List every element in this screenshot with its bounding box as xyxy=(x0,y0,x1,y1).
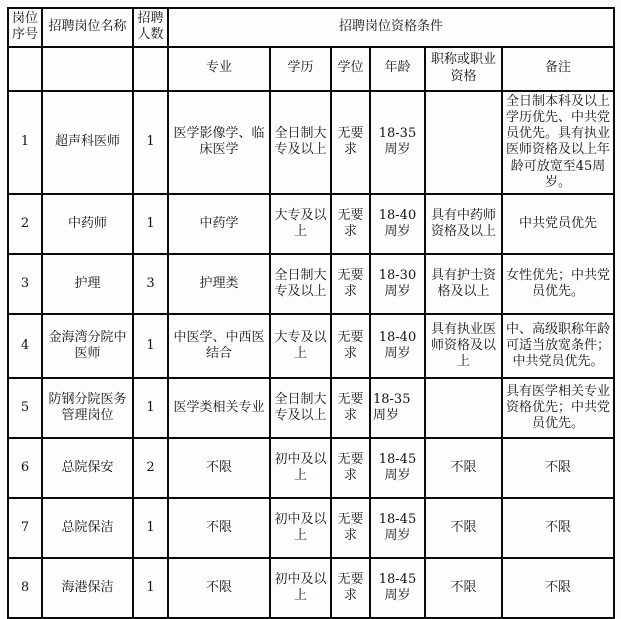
header-qualification: 职称或职业资格 xyxy=(425,47,502,91)
cell-degree: 无要求 xyxy=(331,254,370,314)
cell-age: 18-30周岁 xyxy=(370,254,425,314)
header-spacer-seq xyxy=(8,47,42,91)
cell-qualification: 具有护士资格及以上 xyxy=(425,254,502,314)
header-remarks: 备注 xyxy=(502,47,614,91)
cell-count: 1 xyxy=(133,91,168,195)
header-row-sub xyxy=(8,47,614,91)
cell-count: 2 xyxy=(133,438,168,498)
cell-position-name: 金海湾分院中医师 xyxy=(42,314,133,378)
cell-degree: 无要求 xyxy=(331,91,370,195)
table-body xyxy=(8,91,614,619)
cell-seq: 1 xyxy=(8,91,42,195)
cell-degree: 无要求 xyxy=(331,314,370,378)
cell-seq: 7 xyxy=(8,498,42,558)
cell-age: 18-45周岁 xyxy=(370,498,425,558)
cell-position-name: 超声科医师 xyxy=(42,91,133,195)
table-row xyxy=(8,438,614,498)
cell-count: 1 xyxy=(133,498,168,558)
header-spacer-count xyxy=(133,47,168,91)
cell-major: 护理类 xyxy=(168,254,270,314)
cell-position-name: 护理 xyxy=(42,254,133,314)
cell-degree: 无要求 xyxy=(331,498,370,558)
cell-qualification xyxy=(425,91,502,195)
cell-position-name: 中药师 xyxy=(42,194,133,254)
cell-qualification: 不限 xyxy=(425,438,502,498)
header-seq: 岗位序号 xyxy=(8,8,42,47)
cell-qualification xyxy=(425,378,502,438)
cell-major: 不限 xyxy=(168,498,270,558)
cell-major: 医学影像学、临床医学 xyxy=(168,91,270,195)
cell-remarks: 不限 xyxy=(502,498,614,558)
cell-major: 中医学、中西医结合 xyxy=(168,314,270,378)
header-degree: 学位 xyxy=(331,47,370,91)
cell-seq: 6 xyxy=(8,438,42,498)
table-row xyxy=(8,498,614,558)
header-education: 学历 xyxy=(270,47,331,91)
header-row-top xyxy=(8,8,614,47)
table-row xyxy=(8,194,614,254)
cell-seq: 4 xyxy=(8,314,42,378)
cell-degree: 无要求 xyxy=(331,438,370,498)
cell-education: 大专及以上 xyxy=(270,194,331,254)
cell-remarks: 不限 xyxy=(502,558,614,618)
cell-age: 18-35周岁 xyxy=(370,91,425,195)
header-count: 招聘人数 xyxy=(133,8,168,47)
header-qualifications-group: 招聘岗位资格条件 xyxy=(168,8,614,47)
cell-qualification: 具有中药师资格及以上 xyxy=(425,194,502,254)
recruitment-table xyxy=(7,7,615,619)
cell-position-name: 海港保洁 xyxy=(42,558,133,618)
cell-age: 18-45周岁 xyxy=(370,438,425,498)
cell-remarks: 全日制本科及以上学历优先、中共党员优先。具有执业医师资格及以上年龄可放宽至45周岁。 xyxy=(502,91,614,195)
cell-count: 1 xyxy=(133,314,168,378)
cell-degree: 无要求 xyxy=(331,558,370,618)
cell-qualification: 具有执业医师资格及以上 xyxy=(425,314,502,378)
cell-age: 18-40周岁 xyxy=(370,194,425,254)
cell-education: 大专及以上 xyxy=(270,314,331,378)
cell-age: 18-40周岁 xyxy=(370,314,425,378)
cell-major: 不限 xyxy=(168,438,270,498)
header-spacer-name xyxy=(42,47,133,91)
cell-count: 1 xyxy=(133,378,168,438)
cell-major: 中药学 xyxy=(168,194,270,254)
cell-major: 医学类相关专业 xyxy=(168,378,270,438)
cell-degree: 无要求 xyxy=(331,378,370,438)
cell-remarks: 具有医学相关专业资格优先；中共党员优先。 xyxy=(502,378,614,438)
header-major: 专业 xyxy=(168,47,270,91)
header-age: 年龄 xyxy=(370,47,425,91)
cell-age: 18-45周岁 xyxy=(370,558,425,618)
header-position-name: 招聘岗位名称 xyxy=(42,8,133,47)
cell-position-name: 总院保安 xyxy=(42,438,133,498)
cell-position-name: 防钢分院医务管理岗位 xyxy=(42,378,133,438)
table-row xyxy=(8,558,614,618)
cell-seq: 8 xyxy=(8,558,42,618)
cell-seq: 3 xyxy=(8,254,42,314)
cell-remarks: 中、高级职称年龄可适当放宽条件；中共党员优先。 xyxy=(502,314,614,378)
cell-count: 1 xyxy=(133,558,168,618)
cell-remarks: 中共党员优先 xyxy=(502,194,614,254)
cell-position-name: 总院保洁 xyxy=(42,498,133,558)
cell-remarks: 女性优先；中共党员优先。 xyxy=(502,254,614,314)
cell-seq: 2 xyxy=(8,194,42,254)
cell-major: 不限 xyxy=(168,558,270,618)
table-row xyxy=(8,254,614,314)
cell-count: 1 xyxy=(133,194,168,254)
cell-degree: 无要求 xyxy=(331,194,370,254)
cell-remarks: 不限 xyxy=(502,438,614,498)
cell-qualification: 不限 xyxy=(425,498,502,558)
cell-education: 初中及以上 xyxy=(270,438,331,498)
cell-education: 全日制大专及以上 xyxy=(270,91,331,195)
table-row xyxy=(8,378,614,438)
cell-qualification: 不限 xyxy=(425,558,502,618)
table-row xyxy=(8,314,614,378)
cell-education: 初中及以上 xyxy=(270,558,331,618)
cell-seq: 5 xyxy=(8,378,42,438)
cell-education: 初中及以上 xyxy=(270,498,331,558)
table-row xyxy=(8,91,614,195)
cell-education: 全日制大专及以上 xyxy=(270,378,331,438)
cell-count: 3 xyxy=(133,254,168,314)
cell-age: 18-35 周岁 xyxy=(370,378,425,438)
cell-education: 全日制大专及以上 xyxy=(270,254,331,314)
